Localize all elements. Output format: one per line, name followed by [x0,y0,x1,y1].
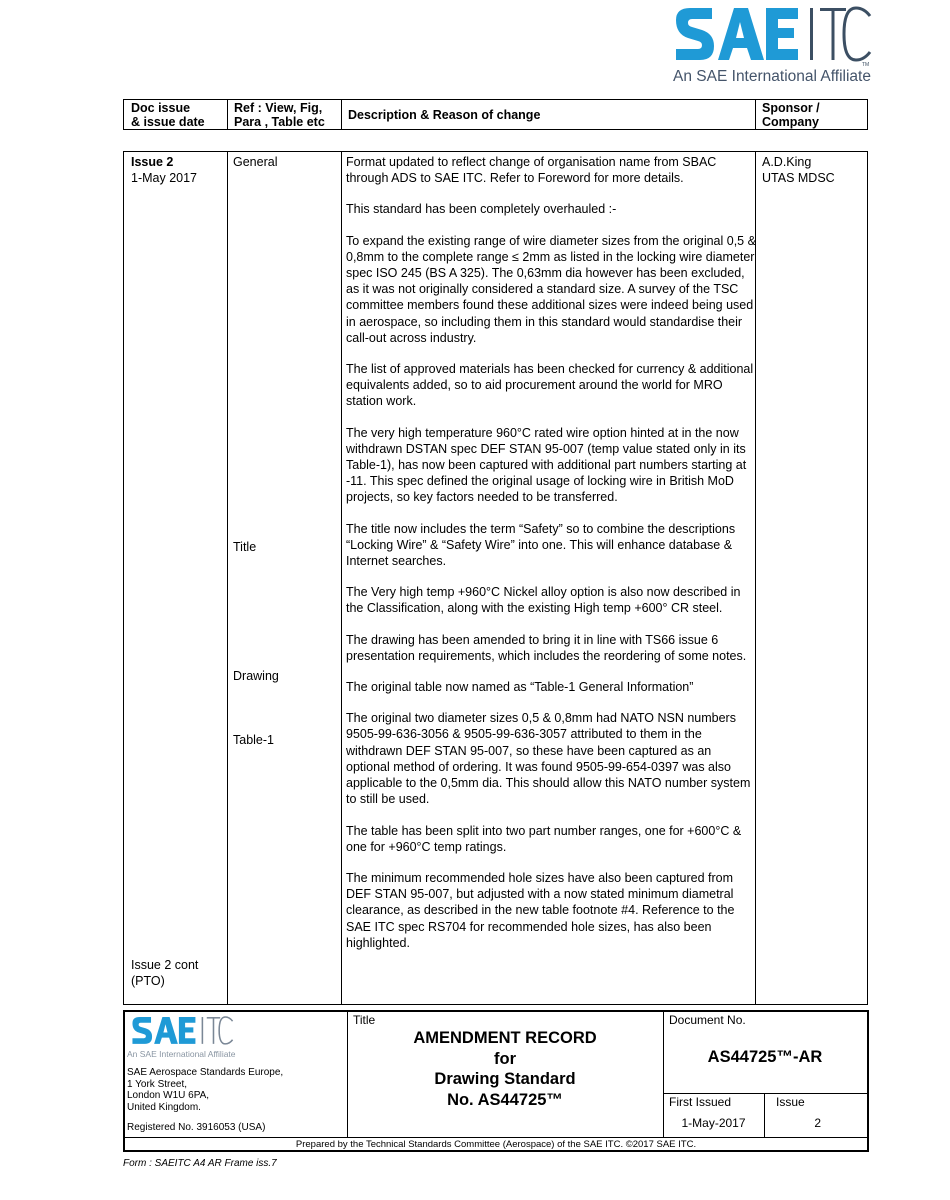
document-title-line3: Drawing Standard [434,1070,576,1088]
header-divider [341,100,342,129]
description-paragraph: The drawing has been amended to bring it in line with TS66 issue 6 presentation requirements, which includes the reordering of some notes. [346,632,747,663]
header-description: Description & Reason of change [348,108,541,122]
footer-logo-graphic [127,1016,237,1048]
description-paragraph: The original table now named as “Table-1 General Information” [346,680,694,695]
document-title [350,1028,660,1110]
org-name: SAE Aerospace Standards Europe, [127,1067,284,1078]
ref-title: Title [233,540,257,554]
issue-value: 2 [814,1116,821,1130]
sae-itc-logo [672,6,872,86]
logo-tagline: An SAE International Affiliate [673,68,871,85]
header-sponsor [762,101,862,130]
sponsor-company: UTAS MDSC [762,171,835,186]
svg-text:TM: TM [862,62,870,68]
column-divider [341,152,342,1004]
sponsor-cell [762,154,862,186]
column-divider [227,152,228,1004]
header-ref [234,101,346,130]
description-paragraph: The table has been split into two part number ranges, one for +600°C & one for +960°C temp ratings. [346,823,742,854]
description-paragraph: The original two diameter sizes 0,5 & 0,8mm had NATO NSN numbers 9505-99-636-3056 & 9505-99-636-3057 attributed to them in the withdrawn DEF STAN 95-007, so these have been captured as an optional method of ordering. It was found 9505-99-654-0397 was also applicable to the 0,5mm dia. This should allow this NATO number system to still be used. [346,711,751,807]
header-sponsor-line2: Company [762,115,819,129]
continuation-line2: (PTO) [131,974,165,989]
ref-drawing: Drawing [233,669,279,683]
continuation-note [131,957,226,989]
ref-table-1: Table-1 [233,733,274,747]
header-sponsor-line1: Sponsor / [762,101,820,115]
description-paragraph: The very high temperature 960°C rated wire option hinted at in the now withdrawn DSTAN spec DEF STAN 95-007 (temp value stated only in its Table-1), has now been captured with additional part numbers starting at -11. This spec defined the original usage of locking wire in British MoD projects, so key factors needed to be transferred. [346,425,747,505]
description-paragraph: The minimum recommended hole sizes have also been captured from DEF STAN 95-007, but adjusted with a now stated minimum diametral clearance, as described in the new table footnote #4. Reference to the SAE ITC spec RS704 for recommended hole sizes, has also been highlighted. [346,870,735,950]
title-block-divider [663,1093,867,1094]
title-block-divider [764,1094,765,1137]
org-address-line: United Kingdom. [127,1101,201,1113]
ref-general: General [233,155,278,169]
amendment-table [123,151,868,1005]
header-doc-issue-line1: Doc issue [131,101,191,115]
sponsor-name: A.D.King [762,155,812,169]
issue-date: 1-May 2017 [131,171,198,186]
description-column [346,154,756,966]
org-address-line: London W1U 6PA, [127,1090,210,1101]
issue-number: Issue 2 [131,155,174,169]
header-divider [227,100,228,129]
title-block-divider [125,1137,867,1138]
prepared-by: Prepared by the Technical Standards Committee (Aerospace) of the SAE ITC. ©2017 SAE ITC. [295,1139,697,1150]
document-title-line4: No. AS44725™ [447,1090,563,1109]
title-block-divider [347,1012,348,1137]
continuation-line1: Issue 2 cont [131,958,199,972]
description-paragraph: Format updated to reflect change of organisation name from SBAC through ADS to SAE ITC. Refer to Foreword for more details. [346,155,717,186]
footer-logo-tagline: An SAE International Affiliate [127,1049,236,1059]
footer-logo [126,1014,246,1060]
header-ref-line1: Ref : View, Fig, [234,101,323,115]
document-title-line2: for [494,1049,516,1068]
issue-cell [131,154,221,186]
org-address-line: 1 York Street, [127,1078,188,1090]
org-address [127,1067,342,1113]
first-issued-label: First Issued [669,1095,732,1109]
description-paragraph: This standard has been completely overhauled :- [346,202,617,217]
first-issued-date: 1-May-2017 [681,1116,746,1130]
document-number: AS44725™-AR [707,1048,823,1066]
description-paragraph: To expand the existing range of wire diameter sizes from the original 0,5 & 0,8mm to the complete range ≤ 2mm as listed in the locking wire diameter spec ISO 245 (BS A 325). The 0,63mm dia however has been excluded, as it was not originally considered a standard size. A survey of the TSC committee members found these additional sizes were indeed being used in aerospace, so including them in this standard would standardise their call-out across industry. [346,233,756,345]
header-doc-issue-line2: & issue date [131,115,205,129]
change-table-header [123,99,868,130]
registered-number: Registered No. 3916053 (USA) [127,1122,266,1133]
description-paragraph: The title now includes the term “Safety” so to combine the descriptions “Locking Wire” & “Safety Wire” into one. This will enhance database & Internet searches. [346,521,736,569]
title-label: Title [353,1013,376,1027]
document-title-line1: AMENDMENT RECORD [413,1029,597,1047]
doc-no-label: Document No. [669,1013,746,1027]
header-divider [755,100,756,129]
issue-label: Issue [776,1095,805,1109]
description-paragraph: The list of approved materials has been checked for currency & additional equivalents added, so to aid procurement around the world for MRO station work. [346,362,754,409]
sae-itc-logo-graphic [672,6,872,68]
title-block [123,1010,869,1152]
description-paragraph: The Very high temp +960°C Nickel alloy option is also now described in the Classification, along with the existing High temp +600° CR steel. [346,585,741,616]
form-reference: Form : SAEITC A4 AR Frame iss.7 [123,1158,277,1169]
header-ref-line2: Para , Table etc [234,115,325,129]
header-doc-issue [131,101,226,130]
